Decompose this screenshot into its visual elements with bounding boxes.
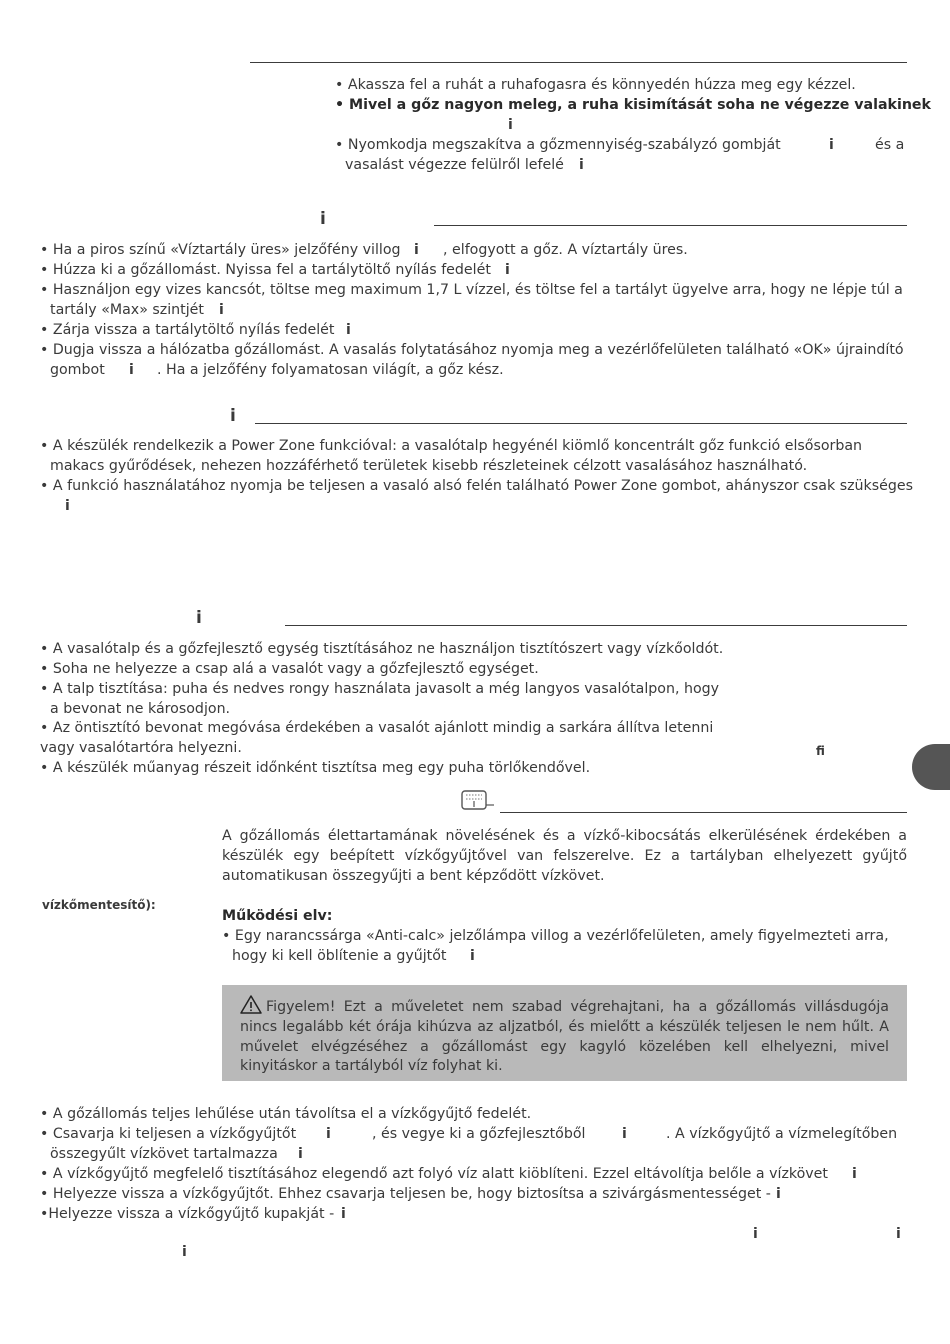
ref-marker: i [65,498,70,514]
ref-marker: i [579,157,584,173]
clean-bullet-4-cont: vagy vasalótartóra helyezni. [40,740,242,756]
anticalc-icon [461,789,497,820]
principle-title: Működési elv: [222,908,333,924]
warning-text: Figyelem! Ezt a műveletet nem szabad végrehajtani, ha a gőzállomás villásdugója nincs legalább két órája kihúzva az aljzatból, és mielőtt a készülék teljesen le nem hűlt. A művelet elvégzéséhez a gőzállomást egy kagyló közelében kell elhelyezni, mivel kinyitáskor a tartályból víz folyhat ki. [240,999,889,1075]
section-heading-marker: i [230,406,236,426]
water-bullet-3: • Használjon egy vizes kancsót, töltse meg maximum 1,7 L vízzel, és töltse fel a tartályt ügyelve arra, hogy ne lépje túl a [40,282,903,298]
water-bullet-3-cont: tartály «Max» szintjét [50,302,204,318]
section-rule [255,423,907,424]
step-2-cont: összegyűlt vízkövet tartalmazza [50,1146,278,1162]
step-2-end: . A vízkőgyűjtő a vízmelegítőben [666,1126,898,1142]
ref-marker: i [753,1226,758,1242]
section-heading-marker: i [320,209,326,229]
ref-marker: i [776,1186,781,1202]
water-bullet-2: • Húzza ki a gőzállomást. Nyissa fel a tartálytöltő nyílás fedelét [40,262,491,278]
clean-bullet-3-cont: a bevonat ne károsodjon. [50,701,231,717]
principle-bullet: • Egy narancssárga «Anti-calc» jelzőlámpa villog a vezérlőfelületen, amely figyelmezteti arra, [222,928,889,944]
top-bullet-3-cont: vasalást végezze felülről lefelé [345,157,564,173]
ref-marker: i [505,262,510,278]
top-bullet-3: • Nyomkodja megszakítva a gőzmennyiség-szabályzó gombját [335,137,781,153]
water-bullet-5-cont: gombot [50,362,105,378]
page-tab-marker [912,744,950,790]
top-bullet-3-end: és a [875,137,905,153]
ref-marker: i [896,1226,901,1242]
power-bullet-1: • A készülék rendelkezik a Power Zone funkcióval: a vasalótalp hegyénél kiömlő koncentrált gőz funkció elsősorban [40,438,863,454]
clean-bullet-2: • Soha ne helyezze a csap alá a vasalót vagy a gőzfejlesztő egységet. [40,661,539,677]
water-bullet-1: • Ha a piros színű «Víztartály üres» jelzőfény villog [40,242,401,258]
ref-marker: i [414,242,419,258]
warning-box [222,985,907,1081]
step-4: • Helyezze vissza a vízkőgyűjtőt. Ehhez csavarja teljesen be, hogy biztosítsa a szivárgásmentességet - [40,1186,771,1202]
ref-marker: i [326,1126,331,1142]
water-bullet-4: • Zárja vissza a tartálytöltő nyílás fedelét [40,322,335,338]
power-bullet-1-cont: makacs gyűrődések, nehezen hozzáférhető területek kisebb részleteinek célzott vasalásához használható. [50,458,808,474]
top-rule [250,62,907,63]
warning-icon [240,995,262,1014]
side-glyph: fi [816,744,825,758]
section-rule [285,625,907,626]
anticalc-side-label: vízkőmentesítő): [42,898,156,912]
step-5: •Helyezze vissza a vízkőgyűjtő kupakját - [40,1206,335,1222]
ref-marker: i [182,1244,187,1260]
section-rule [434,225,907,226]
ref-marker: i [129,362,134,378]
clean-bullet-1: • A vasalótalp és a gőzfejlesztő egység tisztításához ne használjon tisztítószert vagy vízkőoldót. [40,641,724,657]
ref-marker: i [508,117,513,133]
step-1: • A gőzállomás teljes lehűlése után távolítsa el a vízkőgyűjtő fedelét. [40,1106,532,1122]
top-bullet-2-warning: • Mivel a gőz nagyon meleg, a ruha kisimítását soha ne végezze valakinek [335,97,931,113]
step-2-mid: , és vegye ki a gőzfejlesztőből [372,1126,586,1142]
ref-marker: i [298,1146,303,1162]
step-2: • Csavarja ki teljesen a vízkőgyűjtőt [40,1126,297,1142]
section-heading-marker: i [196,608,202,628]
water-bullet-5: • Dugja vissza a hálózatba gőzállomást. A vasalás folytatásához nyomja meg a vezérlőfelületen található «OK» újraindító [40,342,904,358]
clean-bullet-3: • A talp tisztítása: puha és nedves rongy használata javasolt a még langyos vasalótalpon, hogy [40,681,720,697]
ref-marker: i [346,322,351,338]
principle-bullet-cont: hogy ki kell öblítenie a gyűjtőt [232,948,447,964]
step-3: • A vízkőgyűjtő megfelelő tisztításához elegendő azt folyó víz alatt kiöblíteni. Ezzel eltávolítja belőle a vízkövet [40,1166,828,1182]
ref-marker: i [470,948,475,964]
ref-marker: i [852,1166,857,1182]
anticalc-intro: A gőzállomás élettartamának növelésének és a vízkő-kibocsátás elkerülésének érdekében a készülék egy beépített vízkőgyűjtővel van felszerelve. Ez a tartályban elhelyezett gyűjtő automatikusan összegyűjti a bent képződött vízkövet. [222,828,907,884]
clean-bullet-4: • Az öntisztító bevonat megóvása érdekében a vasalót ajánlott mindig a sarkára állítva letenni [40,720,714,736]
ref-marker: i [622,1126,627,1142]
power-bullet-2: • A funkció használatához nyomja be teljesen a vasaló alsó felén található Power Zone gombot, ahányszor csak szükséges [40,478,913,494]
warning-text-wrap [240,995,889,1077]
ref-marker: i [829,137,834,153]
top-bullet-1: • Akassza fel a ruhát a ruhafogasra és könnyedén húzza meg egy kézzel. [335,77,856,93]
section-rule [500,812,907,813]
ref-marker: i [219,302,224,318]
water-bullet-1-end: , elfogyott a gőz. A víztartály üres. [443,242,688,258]
clean-bullet-5: • A készülék műanyag részeit időnként tisztítsa meg egy puha törlőkendővel. [40,760,591,776]
water-bullet-5-end: . Ha a jelzőfény folyamatosan világít, a gőz kész. [157,362,504,378]
ref-marker: i [341,1206,346,1222]
